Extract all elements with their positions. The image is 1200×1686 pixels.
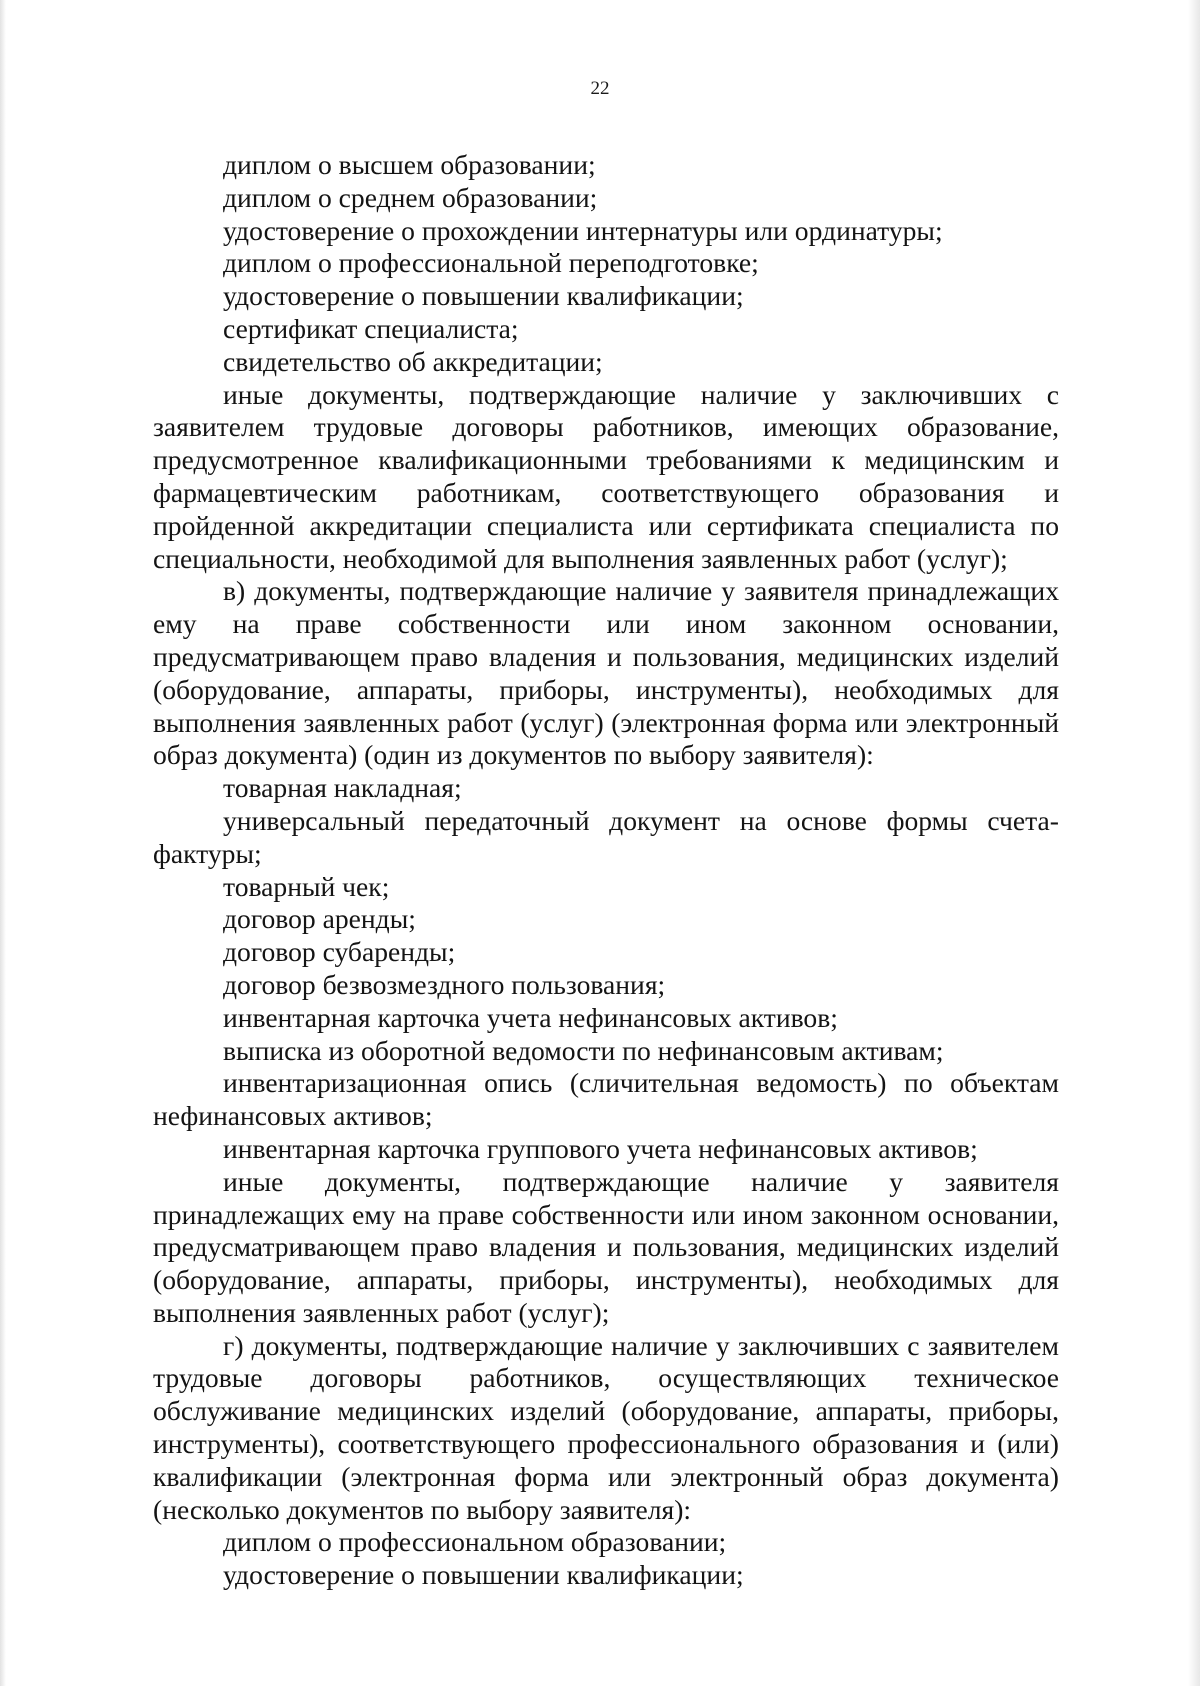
paragraph: товарный чек; <box>223 870 390 902</box>
scan-edge-right <box>1188 0 1200 1686</box>
paragraph: г) документы, подтверждающие наличие у заключивших с заявителем трудовые договоры работников, осуществляющих техническое обслуживание медицинских изделий (оборудование, аппараты, приборы, инструменты), соответствующего профессионального образования и (или) квалификации (электронная форма или электронный образ документа) (несколько документов по выбору заявителя): <box>153 1329 1059 1525</box>
paragraph: иные документы, подтверждающие наличие у заявителя принадлежащих ему на праве собственности или ином законном основании, предусматривающем право владения и пользования, медицинских изделий (оборудование, аппараты, приборы, инструменты), необходимых для выполнения заявленных работ (услуг); <box>153 1165 1059 1328</box>
scan-edge-left <box>0 0 6 1686</box>
paragraph: товарная накладная; <box>223 772 462 804</box>
paragraph: договор безвозмездного пользования; <box>223 968 666 1000</box>
paragraph: инвентарная карточка группового учета нефинансовых активов; <box>223 1132 978 1164</box>
paragraph: диплом о профессиональном образовании; <box>223 1526 727 1558</box>
paragraph: свидетельство об аккредитации; <box>223 345 603 377</box>
paragraph: удостоверение о повышении квалификации; <box>223 1559 744 1591</box>
paragraph: сертификат специалиста; <box>223 312 519 344</box>
paragraph: инвентарная карточка учета нефинансовых активов; <box>223 1001 838 1033</box>
paragraph: иные документы, подтверждающие наличие у заключивших с заявителем трудовые договоры работников, имеющих образование, предусмотренное квалификационными требованиями к медицинским и фармацевтическим работникам, соответствующего образования и пройденной аккредитации специалиста или сертификата специалиста по специальности, необходимой для выполнения заявленных работ (услуг); <box>153 378 1059 574</box>
paragraph: договор аренды; <box>223 903 416 935</box>
paragraph: диплом о высшем образовании; <box>223 149 596 180</box>
document-body <box>153 149 1059 1592</box>
paragraph: в) документы, подтверждающие наличие у заявителя принадлежащих ему на праве собственности или ином законном основании, предусматривающем право владения и пользования, медицинских изделий (оборудование, аппараты, приборы, инструменты), необходимых для выполнения заявленных работ (услуг) (электронная форма или электронный образ документа) (один из документов по выбору заявителя): <box>153 575 1059 771</box>
page-number: 22 <box>590 78 610 99</box>
paragraph: выписка из оборотной ведомости по нефинансовым активам; <box>223 1034 944 1066</box>
paragraph: инвентаризационная опись (сличительная ведомость) по объектам нефинансовых активов; <box>153 1067 1059 1132</box>
paragraph: удостоверение о прохождении интернатуры или ординатуры; <box>223 214 943 246</box>
paragraph: договор субаренды; <box>223 936 456 968</box>
paragraph: универсальный передаточный документ на основе формы счета-фактуры; <box>153 804 1059 869</box>
paragraph: диплом о профессиональной переподготовке; <box>223 247 759 279</box>
paragraph: диплом о среднем образовании; <box>223 181 598 213</box>
paragraph: удостоверение о повышении квалификации; <box>223 280 744 312</box>
